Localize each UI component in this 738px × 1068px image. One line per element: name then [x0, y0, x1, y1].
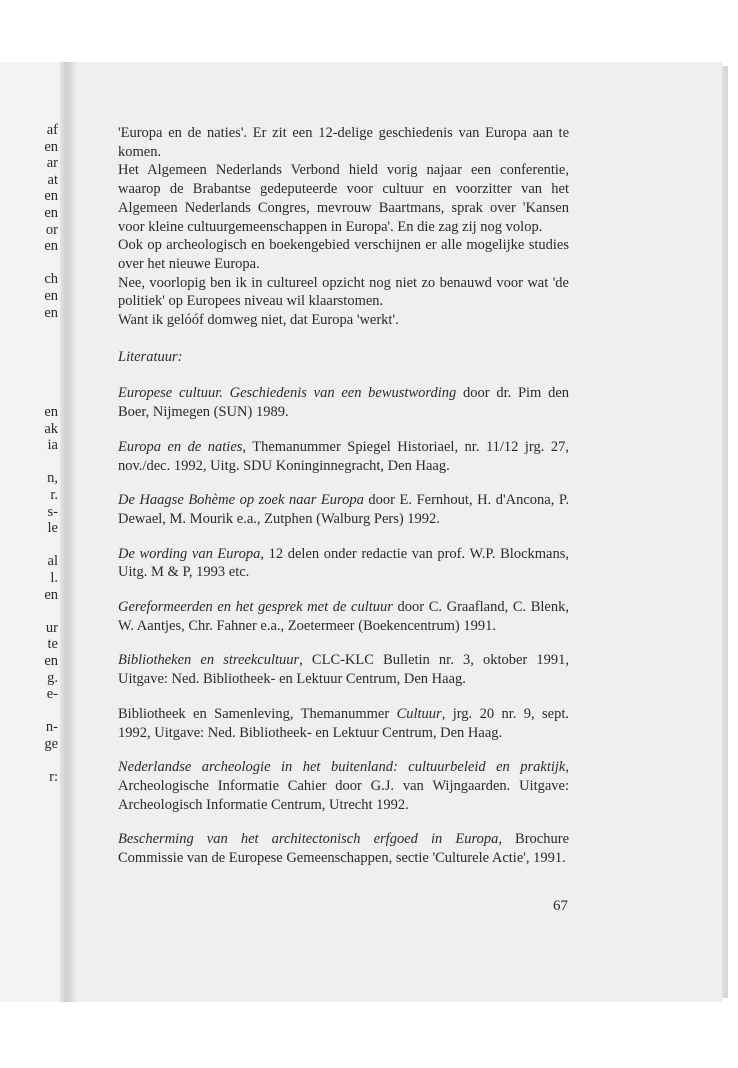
fragment-line: g.: [47, 669, 58, 686]
reference-title: De wording van Europa: [118, 545, 261, 562]
reference-entry: [118, 438, 569, 475]
fragment-line: [0, 388, 58, 405]
fragment-line: [0, 603, 58, 620]
fragment-line: n,: [47, 470, 58, 487]
fragment-line: en: [44, 204, 58, 221]
fragment-line: or: [45, 221, 58, 238]
reference-entry: [118, 598, 569, 635]
reference-text: , 12 delen onder redactie van prof. W.P. Blockmans, Uitg. M & P, 1993 etc.: [118, 545, 569, 581]
reference-list: [118, 384, 569, 867]
reference-title: De Haagse Bohème op zoek naar Europa: [118, 492, 364, 509]
reference-title: Bescherming van het architectonisch erfgoed in Europa: [118, 831, 499, 848]
previous-page-text-fragments: [0, 122, 58, 786]
fragment-line: te: [47, 636, 58, 653]
reference-text: , Themanummer Spiegel Historiael, nr. 11/12 jrg. 27, nov./dec. 1992, Uitg. SDU Koninginnegracht, Den Haag.: [118, 438, 569, 474]
reference-text: , jrg. 20 nr. 9, sept. 1992, Uitgave: Ned. Bibliotheek- en Lektuur Centrum, Den Haag.: [118, 705, 569, 741]
fragment-line: al: [47, 553, 58, 570]
fragment-line: ge: [44, 735, 58, 752]
fragment-line: [0, 371, 58, 388]
body-paragraph: Ook op archeologisch en boekengebied verschijnen er alle mogelijke studies over het nieuwe Europa.: [118, 237, 569, 272]
page-edge-shadow: [722, 66, 728, 998]
fragment-line: n-: [45, 719, 58, 736]
fragment-line: [0, 537, 58, 554]
reference-entry: [118, 384, 569, 421]
reference-title: Europese cultuur. Geschiedenis van een bewustwording: [118, 385, 457, 402]
fragment-line: l.: [50, 570, 58, 587]
fragment-line: ur: [45, 619, 58, 636]
fragment-line: r.: [50, 487, 58, 504]
fragment-line: en: [44, 287, 58, 304]
fragment-line: en: [44, 304, 58, 321]
fragment-line: [0, 255, 58, 272]
fragment-line: [0, 338, 58, 355]
fragment-line: ch: [44, 271, 58, 288]
fragment-line: ak: [44, 420, 58, 437]
fragment-line: le: [47, 520, 58, 537]
fragment-line: en: [44, 238, 58, 255]
fragment-line: [0, 454, 58, 471]
fragment-line: af: [46, 122, 58, 138]
fragment-line: [0, 753, 58, 770]
page-content: [118, 124, 569, 868]
body-paragraph: 'Europa en de naties'. Er zit een 12-delige geschiedenis van Europa aan te komen.: [118, 125, 569, 160]
previous-page-edge: [0, 62, 60, 1002]
reference-text: , Archeologische Informatie Cahier door G.J. van Wijngaarden. Uitgave: Archeologisch Informatie Centrum, Utrecht 1992.: [118, 759, 569, 813]
fragment-line: en: [44, 653, 58, 669]
fragment-line: [0, 321, 58, 338]
reference-text: door C. Graafland, C. Blenk, W. Aantjes, Chr. Fahner e.a., Zoetermeer (Boekencentrum) 1991.: [118, 599, 569, 634]
fragment-line: [0, 354, 58, 371]
fragment-line: en: [44, 404, 58, 421]
fragment-line: at: [47, 171, 58, 188]
reference-entry: [118, 651, 569, 688]
reference-entry: [118, 545, 569, 582]
reference-text: Bibliotheek en Samenleving, Themanummer: [118, 705, 397, 722]
fragment-line: ar: [46, 155, 58, 172]
reference-title: Gereformeerden en het gesprek met de cultuur: [118, 599, 393, 616]
fragment-line: e-: [46, 686, 58, 703]
fragment-line: en: [44, 138, 58, 155]
literature-heading: Literatuur:: [118, 348, 183, 365]
fragment-line: en: [44, 188, 58, 205]
reference-text: door dr. Pim den Boer, Nijmegen (SUN) 1989.: [118, 385, 569, 421]
book-page: [76, 62, 722, 1002]
reference-entry: [118, 705, 569, 742]
reference-title: Nederlandse archeologie in het buitenland: cultuurbeleid en praktijk: [118, 759, 566, 776]
fragment-line: s-: [47, 503, 58, 520]
reference-entry: [118, 758, 569, 814]
fragment-line: en: [44, 586, 58, 603]
page-number: 67: [553, 898, 568, 914]
reference-text: , CLC-KLC Bulletin nr. 3, oktober 1991, Uitgave: Ned. Bibliotheek- en Lektuur Centrum, Den Haag.: [118, 652, 569, 688]
reference-title: Cultuur: [396, 705, 442, 722]
reference-title: Europa en de naties: [118, 438, 243, 455]
body-paragraph: Het Algemeen Nederlands Verbond hield vorig najaar een conferentie, waarop de Brabantse gedeputeerde voor cultuur en voorzitter van het Algemeen Nederlands Congres, mevrouw Baartmans, sprak over 'Kansen voor kleine cultuurgemeenschappen in Europa'. En die zag zij nog volop.: [118, 162, 569, 235]
reference-entry: [118, 491, 569, 528]
body-paragraph: Nee, voorlopig ben ik in cultureel opzicht nog niet zo benauwd voor wat 'de politiek' op Europees niveau wil klaarstomen.: [118, 274, 569, 310]
fragment-line: r:: [49, 769, 58, 786]
reference-title: Bibliotheken en streekcultuur: [118, 652, 300, 669]
reference-text: , Brochure Commissie van de Europese Gemeenschappen, sectie 'Culturele Actie', 1991.: [118, 831, 569, 867]
body-paragraph: Want ik gelóóf domweg niet, dat Europa 'werkt'.: [118, 312, 399, 329]
fragment-line: ia: [47, 437, 58, 454]
reference-entry: [118, 830, 569, 867]
fragment-line: [0, 703, 58, 720]
reference-text: door E. Fernhout, H. d'Ancona, P. Dewael, M. Mourik e.a., Zutphen (Walburg Pers) 1992.: [118, 492, 569, 527]
book-gutter: [60, 62, 76, 1002]
